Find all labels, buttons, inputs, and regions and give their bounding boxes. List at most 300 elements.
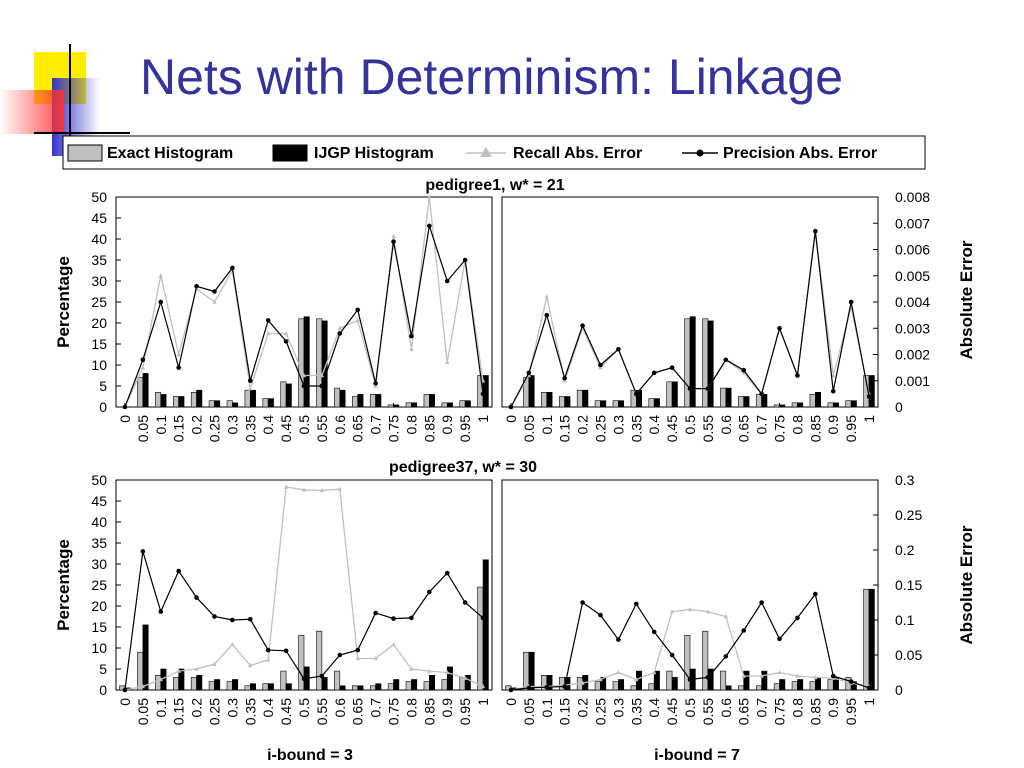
chart-panel-top-right xyxy=(502,189,930,442)
bl-xtick-label: 0.8 xyxy=(403,698,420,718)
tr-bar-exact xyxy=(595,401,600,407)
tl-bar-ijgp xyxy=(214,401,219,407)
tr-precision-point xyxy=(544,313,549,318)
bl-bar-exact xyxy=(209,682,214,690)
bl-xtick-label: 0.5 xyxy=(296,698,312,718)
bl-bar-exact xyxy=(352,686,357,690)
tl-ytick-left-label: 30 xyxy=(91,273,107,289)
tl-xtick-label: 0.1 xyxy=(152,415,169,435)
br-precision-point xyxy=(652,630,657,635)
tl-bar-ijgp xyxy=(232,403,237,407)
br-bar-ijgp xyxy=(529,652,534,690)
left-col-caption: i-bound = 3 xyxy=(267,747,353,764)
tl-bar-ijgp xyxy=(358,394,363,407)
tl-precision-point xyxy=(212,289,217,294)
bl-xtick-label: 0.1 xyxy=(152,698,169,718)
bl-bar-ijgp xyxy=(447,667,452,690)
bl-xtick-label: 0.55 xyxy=(313,698,330,726)
tl-ytick-left-label: 35 xyxy=(91,252,107,268)
tr-xtick-label: 0.85 xyxy=(807,415,824,443)
tl-precision-point xyxy=(176,365,181,370)
tl-bar-ijgp xyxy=(250,390,255,407)
br-precision-point xyxy=(670,653,675,658)
tl-bar-ijgp xyxy=(376,394,381,407)
bl-ytick-left-label: 20 xyxy=(91,598,107,614)
bl-precision-point xyxy=(266,648,271,653)
tl-bar-ijgp xyxy=(197,390,202,407)
br-xtick-label: 0.5 xyxy=(682,698,698,718)
br-precision-point xyxy=(598,613,603,618)
br-ytick-right-label: 0.15 xyxy=(895,577,923,593)
br-bar-ijgp xyxy=(815,677,820,690)
tl-bar-exact xyxy=(155,392,160,407)
tl-xtick-label: 0.45 xyxy=(278,415,295,443)
tl-precision-point xyxy=(123,405,128,410)
tr-precision-point xyxy=(706,386,711,391)
bl-bar-exact xyxy=(424,682,429,690)
tr-bar-exact xyxy=(738,397,743,408)
bl-bar-ijgp xyxy=(286,684,291,690)
tl-bar-exact xyxy=(424,394,429,407)
bl-ytick-left-label: 25 xyxy=(91,577,107,593)
bl-ytick-left-label: 50 xyxy=(91,472,107,488)
legend-exact-swatch xyxy=(68,145,102,161)
bl-precision-point xyxy=(176,569,181,574)
bl-bar-ijgp xyxy=(197,675,202,690)
tl-xtick-label: 0.25 xyxy=(206,415,223,443)
tr-precision-point xyxy=(688,386,693,391)
br-xtick-label: 0.35 xyxy=(628,698,645,726)
bottom-right-ylabel: Absolute Error xyxy=(957,525,976,645)
top-row-title: pedigree1, w* = 21 xyxy=(425,177,565,194)
tl-xtick-label: 0.8 xyxy=(403,415,420,435)
tr-precision-point xyxy=(652,371,657,376)
tl-bar-exact xyxy=(406,403,411,407)
tl-ytick-left-label: 15 xyxy=(91,336,107,352)
br-xtick-label: 0.1 xyxy=(538,698,555,718)
tl-bar-exact xyxy=(281,382,286,407)
bl-precision-point xyxy=(212,614,217,619)
tr-bar-exact xyxy=(541,392,546,407)
bl-bar-ijgp xyxy=(232,680,237,691)
tr-bar-exact xyxy=(559,397,564,408)
bl-bar-exact xyxy=(191,677,196,690)
br-xtick-label: 0.15 xyxy=(556,698,573,726)
bl-bar-ijgp xyxy=(376,684,381,690)
tl-ytick-left-label: 0 xyxy=(99,399,107,415)
br-xtick-label: 1 xyxy=(861,698,878,706)
bl-precision-point xyxy=(302,677,307,682)
tl-xtick-label: 0.85 xyxy=(421,415,438,443)
bl-precision-point xyxy=(230,618,235,623)
bl-xtick-label: 0.7 xyxy=(367,698,384,718)
br-bar-ijgp xyxy=(869,589,874,690)
tr-precision-point xyxy=(795,373,800,378)
br-xtick-label: 0.4 xyxy=(646,698,663,718)
bl-bar-exact xyxy=(317,631,322,690)
tr-bar-ijgp xyxy=(744,397,749,408)
bl-xtick-label: 0.45 xyxy=(278,698,295,726)
bl-xtick-label: 0.9 xyxy=(439,698,456,718)
tl-xtick-label: 0.55 xyxy=(313,415,330,443)
tl-bar-exact xyxy=(245,390,250,407)
tr-xtick-label: 0.65 xyxy=(735,415,752,443)
tr-bar-exact xyxy=(577,390,582,407)
tr-xtick-label: 0.15 xyxy=(556,415,573,443)
tr-bar-ijgp xyxy=(815,392,820,407)
tr-xtick-label: 0.2 xyxy=(574,415,591,435)
tr-bar-ijgp xyxy=(565,397,570,408)
bottom-left-ylabel: Percentage xyxy=(54,539,73,631)
legend-recall-label: Recall Abs. Error xyxy=(513,145,643,162)
tl-bar-ijgp xyxy=(411,403,416,407)
tr-bar-exact xyxy=(756,394,761,407)
legend xyxy=(63,136,925,169)
tr-precision-point xyxy=(580,323,585,328)
br-bar-exact xyxy=(738,686,743,690)
br-xtick-label: 0.95 xyxy=(843,698,860,726)
bl-bar-exact xyxy=(442,680,447,691)
bottom-row-title: pedigree37, w* = 30 xyxy=(388,459,538,476)
br-precision-point xyxy=(688,677,693,682)
tl-bar-exact xyxy=(460,401,465,407)
bl-ytick-left-label: 40 xyxy=(91,514,107,530)
bl-precision-point xyxy=(320,674,325,679)
br-bar-exact xyxy=(613,682,618,690)
tr-xtick-label: 0.3 xyxy=(610,415,627,435)
tl-bar-ijgp xyxy=(143,373,148,407)
br-precision-point xyxy=(580,600,585,605)
legend-ijgp-swatch xyxy=(273,145,307,161)
br-xtick-label: 0.55 xyxy=(699,698,716,726)
br-precision-point xyxy=(544,685,549,690)
tr-xtick-label: 0 xyxy=(502,415,519,423)
tl-ytick-left-label: 45 xyxy=(91,210,107,226)
tr-bar-ijgp xyxy=(797,403,802,407)
br-precision-point xyxy=(741,628,746,633)
tr-precision-point xyxy=(849,300,854,305)
bl-bar-ijgp xyxy=(214,680,219,691)
tr-bar-ijgp xyxy=(618,401,623,407)
tr-bar-ijgp xyxy=(726,388,731,407)
tr-bar-ijgp xyxy=(780,405,785,407)
tr-precision-point xyxy=(813,229,818,234)
tr-bar-ijgp xyxy=(851,401,856,407)
tr-bar-exact xyxy=(720,388,725,407)
bl-bar-exact xyxy=(388,684,393,690)
tl-bar-exact xyxy=(191,392,196,407)
br-bar-exact xyxy=(667,671,672,690)
br-precision-point xyxy=(813,592,818,597)
bl-xtick-label: 0.65 xyxy=(349,698,366,726)
tr-precision-point xyxy=(616,347,621,352)
bl-ytick-left-label: 35 xyxy=(91,535,107,551)
tr-bar-ijgp xyxy=(690,317,695,407)
br-bar-exact xyxy=(720,671,725,690)
tl-precision-point xyxy=(266,318,271,323)
tr-xtick-label: 0.75 xyxy=(771,415,788,443)
bl-precision-point xyxy=(338,653,343,658)
tl-ytick-left-label: 40 xyxy=(91,231,107,247)
tl-ytick-left-label: 10 xyxy=(91,357,107,373)
tl-bar-exact xyxy=(317,319,322,407)
tl-bar-ijgp xyxy=(161,394,166,407)
tl-precision-point xyxy=(320,384,325,389)
bl-precision-point xyxy=(481,616,486,621)
bl-xtick-label: 1 xyxy=(475,698,492,706)
tl-bar-ijgp xyxy=(429,394,434,407)
br-precision-point xyxy=(509,688,514,693)
tr-bar-ijgp xyxy=(762,394,767,407)
br-precision-point xyxy=(527,686,532,691)
tl-bar-exact xyxy=(388,405,393,407)
tr-xtick-label: 0.9 xyxy=(825,415,842,435)
br-ytick-right-label: 0.2 xyxy=(895,542,915,558)
tl-ytick-left-label: 5 xyxy=(99,378,107,394)
legend-precision-label: Precision Abs. Error xyxy=(723,145,878,162)
bl-xtick-label: 0.95 xyxy=(457,698,474,726)
br-bar-exact xyxy=(631,686,636,690)
tr-precision-point xyxy=(562,376,567,381)
bl-precision-point xyxy=(427,590,432,595)
bl-bar-exact xyxy=(137,652,142,690)
br-precision-point xyxy=(831,674,836,679)
tl-ytick-left-label: 20 xyxy=(91,315,107,331)
tl-bar-exact xyxy=(263,399,268,407)
tl-xtick-label: 0.5 xyxy=(296,415,312,435)
tl-bar-exact xyxy=(299,319,304,407)
bl-precision-point xyxy=(141,549,146,554)
bl-ytick-left-label: 10 xyxy=(91,640,107,656)
br-bar-ijgp xyxy=(726,686,731,690)
br-xtick-label: 0.45 xyxy=(664,698,681,726)
tr-ytick-right-label: 0.006 xyxy=(895,241,931,258)
tl-precision-point xyxy=(284,339,289,344)
tr-precision-point xyxy=(598,363,603,368)
br-xtick-label: 0 xyxy=(502,698,519,706)
bl-bar-exact xyxy=(245,686,250,690)
tl-xtick-label: 0.95 xyxy=(457,415,474,443)
tr-bar-ijgp xyxy=(708,321,713,407)
tr-precision-point xyxy=(634,392,639,397)
tl-precision-point xyxy=(463,258,468,263)
bl-bar-ijgp xyxy=(411,680,416,691)
tr-xtick-label: 0.55 xyxy=(699,415,716,443)
tl-precision-point xyxy=(445,279,450,284)
bl-bar-exact xyxy=(370,686,375,690)
bl-xtick-label: 0.6 xyxy=(331,698,348,718)
bl-bar-exact xyxy=(334,671,339,690)
tr-xtick-label: 0.25 xyxy=(592,415,609,443)
tr-bar-exact xyxy=(613,401,618,407)
br-bar-ijgp xyxy=(618,680,623,691)
br-precision-point xyxy=(634,602,639,607)
br-bar-exact xyxy=(523,652,528,690)
br-bar-exact xyxy=(828,680,833,691)
tl-bar-ijgp xyxy=(465,401,470,407)
bl-bar-ijgp xyxy=(268,684,273,690)
br-xtick-label: 0.2 xyxy=(574,698,591,718)
br-bar-exact xyxy=(703,631,708,690)
bl-xtick-label: 0.15 xyxy=(170,698,187,726)
bl-precision-point xyxy=(284,649,289,654)
tl-bar-exact xyxy=(227,401,232,407)
bl-bar-ijgp xyxy=(429,675,434,690)
legend-exact-label: Exact Histogram xyxy=(107,145,234,162)
br-xtick-label: 0.85 xyxy=(807,698,824,726)
tr-precision-point xyxy=(741,368,746,373)
tl-bar-exact xyxy=(209,401,214,407)
tl-xtick-label: 0.65 xyxy=(349,415,366,443)
tl-xtick-label: 0.15 xyxy=(170,415,187,443)
br-xtick-label: 0.65 xyxy=(735,698,752,726)
tl-precision-point xyxy=(141,357,146,362)
tl-xtick-label: 0.75 xyxy=(385,415,402,443)
br-ytick-right-label: 0.25 xyxy=(895,507,923,523)
br-precision-point xyxy=(616,637,621,642)
tl-precision-point xyxy=(248,378,253,383)
tl-ytick-left-label: 50 xyxy=(91,189,107,205)
tr-bar-ijgp xyxy=(547,392,552,407)
legend-precision-marker xyxy=(697,150,704,157)
tl-precision-point xyxy=(481,392,486,397)
br-precision-point xyxy=(867,686,872,691)
bl-precision-point xyxy=(248,617,253,622)
tr-precision-point xyxy=(867,394,872,399)
tr-ytick-right-label: 0 xyxy=(895,399,903,415)
bl-precision-point xyxy=(391,616,396,621)
bl-ytick-left-label: 45 xyxy=(91,493,107,509)
br-bar-ijgp xyxy=(780,680,785,691)
tr-xtick-label: 0.35 xyxy=(628,415,645,443)
tl-bar-ijgp xyxy=(286,384,291,407)
tr-xtick-label: 0.05 xyxy=(520,415,537,443)
tl-bar-exact xyxy=(352,397,357,408)
tr-bar-exact xyxy=(649,399,654,407)
bl-precision-point xyxy=(463,600,468,605)
tr-xtick-label: 0.95 xyxy=(843,415,860,443)
bl-ytick-left-label: 5 xyxy=(99,661,107,677)
tr-ytick-right-label: 0.008 xyxy=(895,189,931,205)
bl-bar-ijgp xyxy=(322,677,327,690)
br-bar-exact xyxy=(756,686,761,690)
bl-bar-ijgp xyxy=(143,625,148,690)
tl-bar-exact xyxy=(137,378,142,407)
bl-xtick-label: 0.4 xyxy=(260,698,277,718)
tr-xtick-label: 0.8 xyxy=(789,415,806,435)
br-precision-point xyxy=(562,684,567,689)
tl-precision-point xyxy=(338,331,343,336)
br-precision-point xyxy=(724,654,729,659)
bl-xtick-label: 0.3 xyxy=(224,698,241,718)
br-precision-point xyxy=(849,679,854,684)
tl-bar-ijgp xyxy=(179,397,184,408)
br-precision-point xyxy=(777,637,782,642)
tr-ytick-right-label: 0.001 xyxy=(895,372,931,389)
tl-xtick-label: 0.6 xyxy=(331,415,348,435)
br-precision-point xyxy=(759,600,764,605)
tr-bar-exact xyxy=(828,403,833,407)
slide-title: Nets with Determinism: Linkage xyxy=(140,49,844,105)
tr-bar-ijgp xyxy=(529,376,534,408)
tr-bar-exact xyxy=(774,405,779,407)
bl-bar-exact xyxy=(406,682,411,690)
tr-bar-ijgp xyxy=(869,376,874,408)
tl-precision-point xyxy=(427,224,432,229)
tr-ytick-right-label: 0.002 xyxy=(895,346,931,363)
bl-ytick-left-label: 15 xyxy=(91,619,107,635)
br-xtick-label: 0.6 xyxy=(717,698,734,718)
tr-xtick-label: 0.7 xyxy=(753,415,770,435)
tr-bar-ijgp xyxy=(672,382,677,407)
bl-bar-exact xyxy=(478,587,483,690)
bl-ytick-left-label: 0 xyxy=(99,682,107,698)
tl-precision-point xyxy=(355,308,360,313)
tl-bar-exact xyxy=(173,397,178,408)
chart-panel-bottom-right xyxy=(502,472,922,725)
br-bar-ijgp xyxy=(797,680,802,691)
tl-xtick-label: 0.9 xyxy=(439,415,456,435)
bl-bar-exact xyxy=(299,635,304,690)
chart-panel-top-left xyxy=(91,189,492,442)
right-col-caption: i-bound = 7 xyxy=(654,747,740,764)
br-bar-exact xyxy=(864,589,869,690)
bl-precision-point xyxy=(158,609,163,614)
bl-precision-point xyxy=(373,611,378,616)
bl-precision-point xyxy=(409,616,414,621)
tr-bar-ijgp xyxy=(654,399,659,407)
br-bar-exact xyxy=(792,682,797,690)
bl-precision-point xyxy=(123,688,128,693)
bl-bar-exact xyxy=(227,682,232,690)
tl-precision-point xyxy=(194,284,199,289)
tl-bar-ijgp xyxy=(304,317,309,407)
tl-bar-ijgp xyxy=(447,403,452,407)
bl-bar-exact xyxy=(173,677,178,690)
br-xtick-label: 0.75 xyxy=(771,698,788,726)
tl-precision-point xyxy=(158,300,163,305)
tr-xtick-label: 0.6 xyxy=(717,415,734,435)
bl-bar-exact xyxy=(263,684,268,690)
bl-precision-point xyxy=(194,595,199,600)
bl-bar-ijgp xyxy=(250,684,255,690)
tl-precision-point xyxy=(409,334,414,339)
br-ytick-right-label: 0.05 xyxy=(895,647,923,663)
tl-precision-point xyxy=(373,381,378,386)
tr-bar-exact xyxy=(792,403,797,407)
tl-xtick-label: 0.3 xyxy=(224,415,241,435)
tr-xtick-label: 0.4 xyxy=(646,415,663,435)
br-bar-exact xyxy=(595,682,600,690)
tr-bar-ijgp xyxy=(583,390,588,407)
tr-xtick-label: 0.5 xyxy=(682,415,698,435)
tl-bar-exact xyxy=(370,394,375,407)
br-xtick-label: 0.7 xyxy=(753,698,770,718)
tr-precision-point xyxy=(670,365,675,370)
br-bar-exact xyxy=(685,635,690,690)
br-ytick-right-label: 0 xyxy=(895,682,903,698)
br-xtick-label: 0.9 xyxy=(825,698,842,718)
bl-xtick-label: 0.05 xyxy=(134,698,151,726)
tr-bar-exact xyxy=(810,394,815,407)
tr-bar-exact xyxy=(846,401,851,407)
top-right-ylabel: Absolute Error xyxy=(957,240,976,360)
tl-xtick-label: 1 xyxy=(475,415,492,423)
bl-precision-point xyxy=(355,648,360,653)
bl-ytick-left-label: 30 xyxy=(91,556,107,572)
tl-xtick-label: 0.7 xyxy=(367,415,384,435)
tr-bar-exact xyxy=(685,319,690,407)
